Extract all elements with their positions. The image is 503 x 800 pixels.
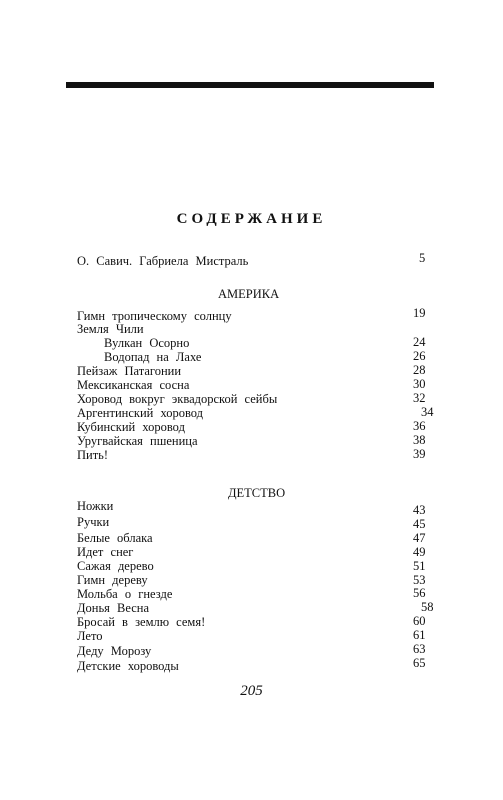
toc-entry-label: Вулкан Осорно (104, 336, 190, 350)
toc-entry-label: Уругвайская пшеница (77, 434, 198, 448)
toc-entry-label: Сажая дерево (77, 559, 154, 573)
toc-entry-label: Донья Весна (77, 601, 150, 615)
toc-entry-page: 63 (413, 642, 426, 656)
toc-entry-page: 32 (413, 391, 426, 405)
toc-entry-page: 51 (413, 559, 426, 573)
toc-entry-intro-page: 5 (419, 251, 426, 265)
toc-entry-label: Ножки (77, 499, 114, 513)
toc-entry-page: 43 (413, 503, 426, 517)
toc-entry-label: Гимн дереву (77, 573, 148, 587)
toc-entry-page: 56 (413, 586, 426, 600)
toc-entry-page: 61 (413, 628, 426, 642)
toc-entry-label: Мексиканская сосна (77, 378, 190, 392)
toc-entry-page: 38 (413, 433, 426, 447)
toc-entry-page: 49 (413, 545, 426, 559)
toc-entry-label: Детские хороводы (77, 659, 179, 673)
toc-entry-label: Лето (77, 629, 103, 643)
toc-entry-label: Кубинский хоровод (77, 420, 185, 434)
section-heading-childhood: ДЕТСТВО (228, 486, 286, 500)
toc-entry-page: 45 (413, 517, 426, 531)
toc-entry-page: 26 (413, 349, 426, 363)
toc-entry-label: Ручки (77, 515, 110, 529)
toc-entry-label: Пить! (77, 448, 109, 462)
header-rule (66, 82, 434, 88)
toc-entry-page: 47 (413, 531, 426, 545)
toc-entry-page: 28 (413, 363, 426, 377)
toc-entry-page: 24 (413, 335, 426, 349)
contents-title: СОДЕРЖАНИЕ (176, 211, 327, 227)
toc-entry-page: 19 (413, 306, 426, 320)
toc-entry-label: Водопад на Лахе (104, 350, 202, 364)
toc-entry-page: 30 (413, 377, 426, 391)
toc-entry-label: Идет снег (77, 545, 134, 559)
toc-entry-label: Мольба о гнезде (77, 587, 173, 601)
toc-entry-page: 36 (413, 419, 426, 433)
toc-entry-label: Хоровод вокруг эквадорской сейбы (77, 392, 278, 406)
toc-entry-page: 39 (413, 447, 426, 461)
toc-entry-label: Бросай в землю семя! (77, 615, 206, 629)
page-number: 205 (240, 683, 263, 699)
toc-entry-label: Гимн тропическому солнцу (77, 309, 232, 323)
toc-entry-label: Деду Морозу (77, 644, 152, 658)
toc-entry-intro-label: О. Савич. Габриела Мистраль (77, 254, 249, 268)
toc-entry-page: 58 (421, 600, 434, 614)
toc-entry-label: Белые облака (77, 531, 153, 545)
toc-entry-label: Аргентинский хоровод (77, 406, 204, 420)
section-heading-america: АМЕРИКА (218, 287, 280, 301)
toc-entry-page: 60 (413, 614, 426, 628)
toc-entry-label: Земля Чили (77, 322, 144, 336)
toc-entry-label: Пейзаж Патагонии (77, 364, 182, 378)
toc-entry-page: 34 (421, 405, 434, 419)
toc-entry-page: 65 (413, 656, 426, 670)
toc-entry-page: 53 (413, 573, 426, 587)
